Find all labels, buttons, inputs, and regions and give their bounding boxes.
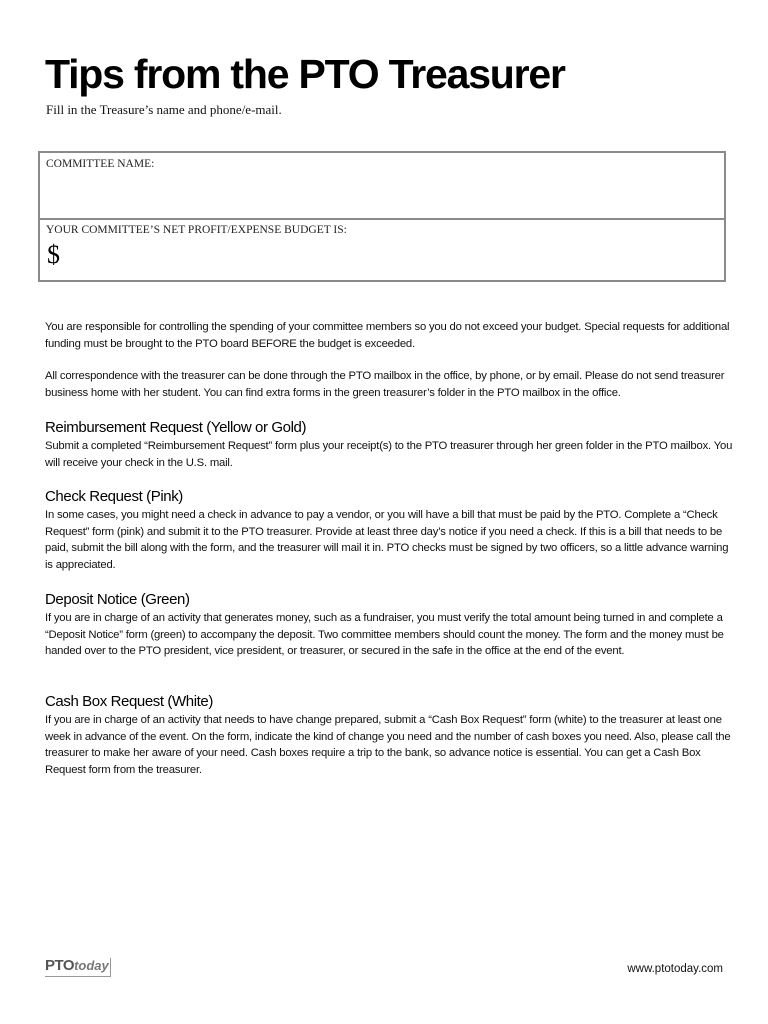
section-body-reimbursement: Submit a completed “Reimbursement Request” form plus your receipt(s) to the PTO treasurer through her green folder in the PTO mailbox. You will receive your check in the U.S. mail.: [45, 440, 733, 469]
committee-name-label: COMMITTEE NAME:: [46, 158, 155, 170]
intro-paragraph: All correspondence with the treasurer can be done through the PTO mailbox in the office, by phone, or by email. Please do not send treasurer business home with her student. You can find extra forms in the green treasurer’s folder in the PTO mailbox in the office.: [45, 370, 725, 399]
footer-url: www.ptotoday.com: [627, 963, 723, 975]
logo-pto-text: PTO: [45, 957, 75, 974]
intro-paragraph: You are responsible for controlling the spending of your committee members so you do not exceed your budget. Special requests for additional funding must be brought to the PTO board BEFORE the budget is exceeded.: [45, 321, 730, 350]
section-heading-cash-box: Cash Box Request (White): [45, 693, 213, 710]
section-heading-reimbursement: Reimbursement Request (Yellow or Gold): [45, 419, 307, 436]
page-subtitle: Fill in the Treasure’s name and phone/e-mail.: [46, 102, 282, 117]
currency-symbol: $: [47, 240, 60, 269]
section-body-deposit-notice: If you are in charge of an activity that generates money, such as a fundraiser, you must verify the total amount being turned in and complete a “Deposit Notice” form (green) to accompany the deposit. Two committee members should count the money. The form and the money must be handed over to the PTO president, vice president, or treasurer, or secured in the safe in the office at the end of the event.: [45, 612, 724, 658]
section-body-cash-box: If you are in charge of an activity that needs to have change prepared, submit a “Cash Box Request” form (white) to the treasurer at least one week in advance of the event. On the form, indicate the kind of change you need and the number of cash boxes you need. Also, please call the treasurer to make her aware of your need. Cash boxes require a trip to the bank, so advance notice is essential. You can get a Cash Box Request form from the treasurer.: [45, 714, 731, 776]
ptotoday-logo: [45, 958, 111, 977]
budget-field[interactable]: [40, 220, 724, 280]
committee-form-box: [38, 151, 726, 282]
committee-name-field[interactable]: [40, 153, 724, 220]
budget-label: YOUR COMMITTEE’S NET PROFIT/EXPENSE BUDGET IS:: [46, 224, 347, 236]
section-body-check-request: In some cases, you might need a check in advance to pay a vendor, or you will have a bill that must be paid by the PTO. Complete a “Check Request” form (pink) and submit it to the PTO treasurer. Provide at least three day’s notice if you need a check. If this is a bill that needs to be paid, submit the bill along with the form, and the treasurer will mail it in. PTO checks must be signed by two officers, so a little advance warning is appreciated.: [45, 509, 729, 571]
logo-today-text: today: [74, 958, 109, 973]
section-heading-check-request: Check Request (Pink): [45, 488, 183, 505]
page-title: Tips from the PTO Treasurer: [45, 51, 565, 97]
section-heading-deposit-notice: Deposit Notice (Green): [45, 591, 190, 608]
